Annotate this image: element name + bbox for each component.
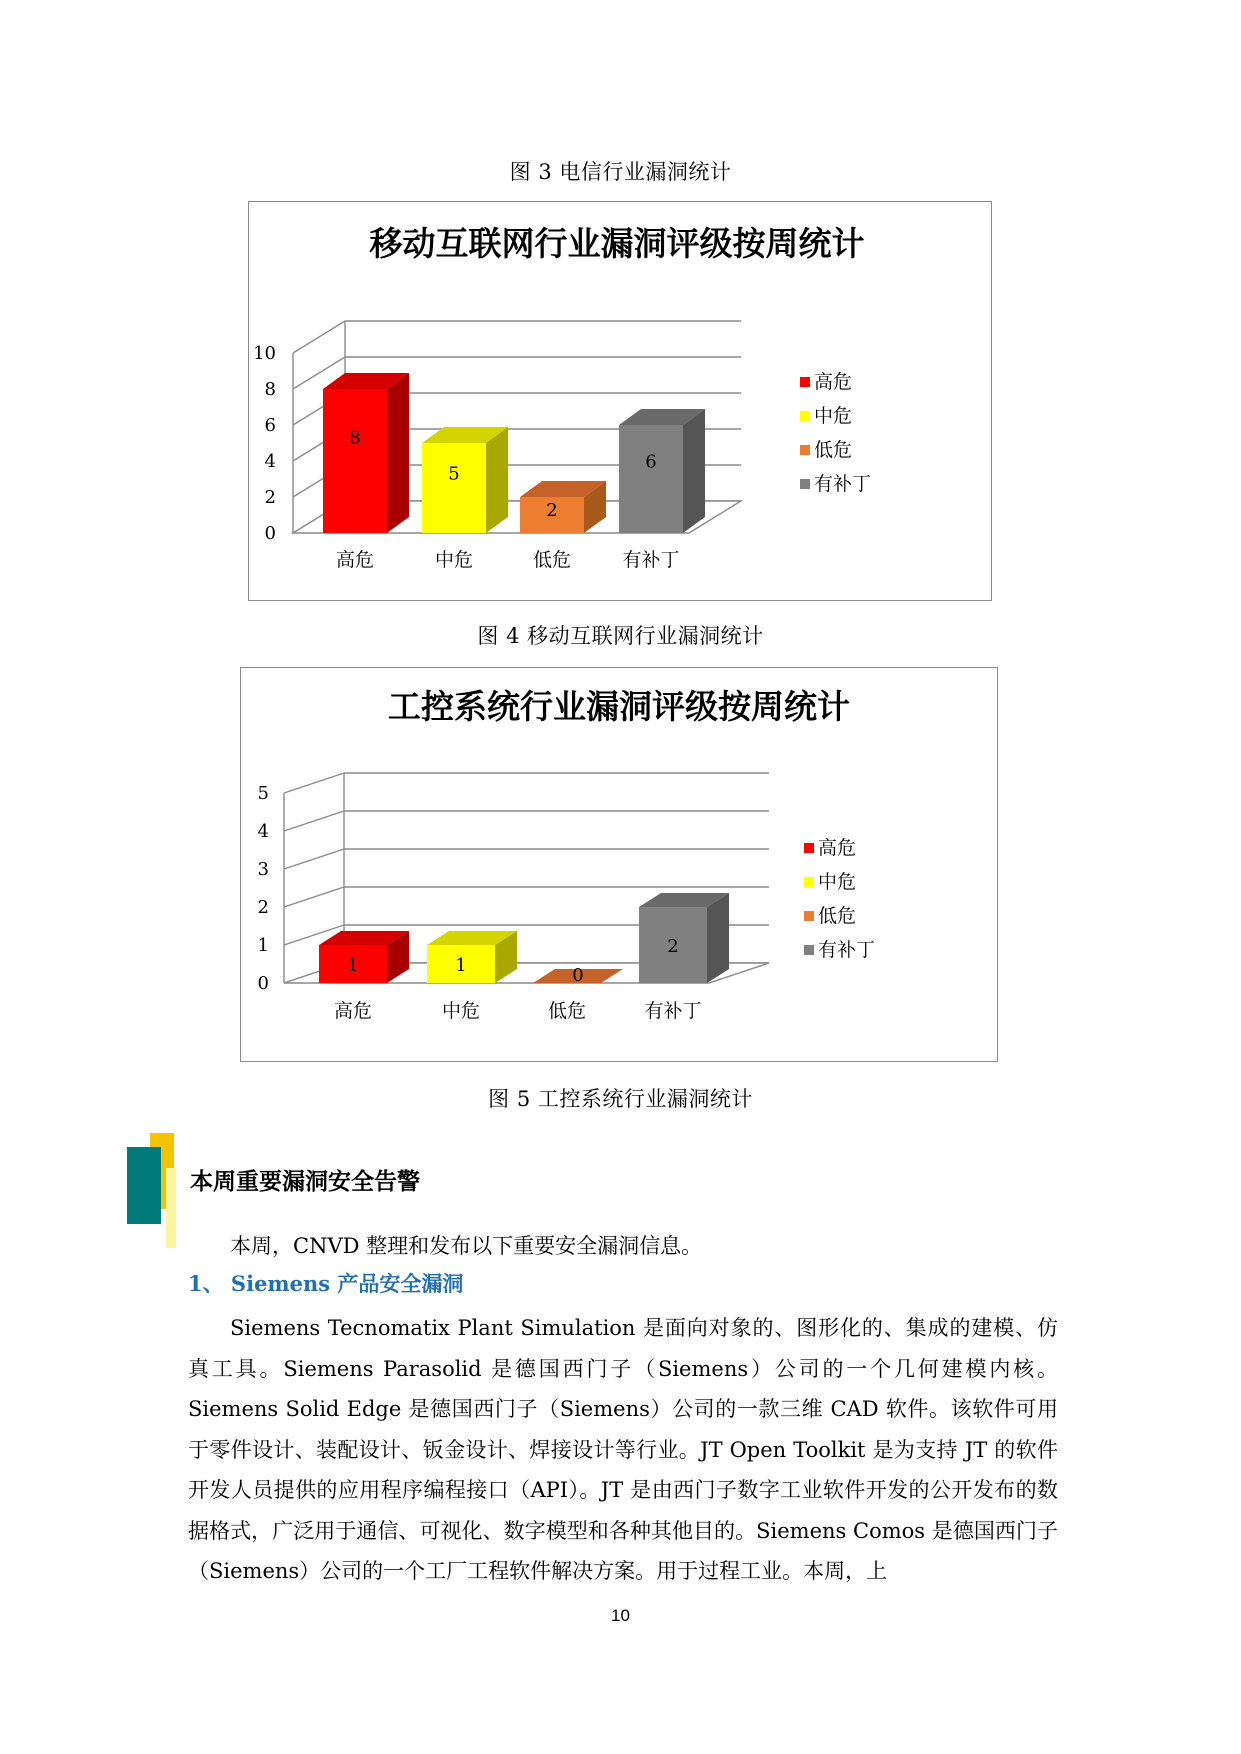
- page-number: 10: [611, 1606, 630, 1625]
- mobile-bar-4-side: [683, 409, 705, 533]
- ics-gridline-side: [284, 887, 344, 907]
- ics-y-tick-label: 0: [257, 973, 269, 994]
- ics-legend-label-2: 中危: [818, 871, 857, 893]
- mobile-gridline-side: [293, 321, 345, 353]
- figure-3-caption: 图 3 电信行业漏洞统计: [509, 160, 732, 184]
- mobile-data-label-3: 2: [546, 499, 558, 521]
- ics-gridline-side: [284, 849, 344, 869]
- ics-chart-title: 工控系统行业漏洞评级按周统计: [388, 687, 850, 726]
- siemens-subheading: 1、 Siemens 产品安全漏洞: [188, 1271, 464, 1296]
- mobile-y-tick-label: 10: [253, 343, 276, 364]
- mobile-legend-swatch-2: [800, 411, 810, 421]
- mobile-y-tick-label: 2: [264, 487, 276, 508]
- figure-5-caption: 图 5 工控系统行业漏洞统计: [488, 1087, 753, 1111]
- ics-gridline-side: [284, 773, 344, 793]
- mobile-legend-label-3: 低危: [814, 439, 853, 461]
- mobile-chart-title: 移动互联网行业漏洞评级按周统计: [369, 224, 865, 263]
- mobile-bar-2-side: [486, 427, 508, 533]
- mobile-category-label-4: 有补丁: [622, 549, 680, 571]
- ics-data-label-2: 1: [455, 955, 467, 976]
- figure-4-caption: 图 4 移动互联网行业漏洞统计: [477, 624, 764, 648]
- ics-category-label-1: 高危: [333, 1000, 373, 1022]
- ics-data-label-3: 0: [572, 965, 584, 986]
- ics-chart: [240, 667, 998, 1062]
- heading-decoration-pale: [166, 1168, 176, 1248]
- ics-legend-swatch-2: [804, 877, 814, 887]
- ics-category-label-2: 中危: [441, 1000, 481, 1022]
- mobile-internet-chart: [248, 201, 992, 601]
- heading-decoration-teal: [127, 1147, 161, 1224]
- mobile-y-tick-label: 8: [264, 379, 276, 400]
- mobile-bar-4: [619, 425, 683, 533]
- mobile-data-label-1: 8: [349, 427, 361, 449]
- mobile-y-tick-label: 4: [264, 451, 276, 472]
- mobile-category-label-2: 中危: [434, 549, 474, 571]
- ics-y-tick-label: 3: [257, 859, 269, 880]
- mobile-legend-swatch-1: [800, 377, 810, 387]
- mobile-legend-label-1: 高危: [814, 371, 853, 393]
- mobile-internet-chart-svg: [249, 202, 991, 600]
- ics-category-label-4: 有补丁: [644, 1000, 702, 1022]
- ics-legend-label-1: 高危: [818, 837, 857, 859]
- ics-legend-swatch-1: [804, 843, 814, 853]
- mobile-bar-2: [422, 443, 486, 533]
- ics-legend-label-4: 有补丁: [818, 939, 876, 961]
- mobile-legend-label-2: 中危: [814, 405, 853, 427]
- mobile-y-tick-label: 6: [264, 415, 276, 436]
- ics-y-tick-label: 1: [257, 935, 269, 956]
- ics-category-label-3: 低危: [547, 1000, 587, 1022]
- mobile-y-tick-label: 0: [264, 523, 276, 544]
- ics-data-label-4: 2: [667, 936, 679, 957]
- ics-data-label-1: 1: [347, 955, 359, 976]
- intro-paragraph: 本周，CNVD 整理和发布以下重要安全漏洞信息。: [230, 1234, 703, 1258]
- siemens-paragraph: Siemens Tecnomatix Plant Simulation 是面向对象的、图形化的、集成的建模、仿真工具。Siemens Parasolid 是德国西门子（Siemens）公司的一个几何建模内核。Siemens Solid Edge 是德国西门子（Siemens）公司的一款三维 CAD 软件。该软件可用于零件设计、装配设计、钣金设计、焊接设计等行业。JT Open Toolkit 是为支持 JT 的软件开发人员提供的应用程序编程接口（API）。JT 是由西门子数字工业软件开发的公开发布的数据格式，广泛用于通信、可视化、数字模型和各种其他目的。Siemens Comos 是德国西门子（Siemens）公司的一个工厂工程软件解决方案。用于过程工业。本周，上: [188, 1316, 1058, 1583]
- ics-legend-swatch-3: [804, 911, 814, 921]
- mobile-bar-1: [323, 389, 387, 533]
- ics-legend-label-3: 低危: [818, 905, 857, 927]
- ics-y-tick-label: 4: [257, 821, 269, 842]
- section-heading: 本周重要漏洞安全告警: [190, 1169, 420, 1195]
- mobile-category-label-3: 低危: [532, 549, 572, 571]
- mobile-data-label-2: 5: [448, 463, 460, 485]
- mobile-bar-1-side: [387, 373, 409, 533]
- ics-y-tick-label: 5: [257, 783, 269, 804]
- ics-bar-4-side: [707, 893, 729, 983]
- mobile-data-label-4: 6: [645, 451, 657, 473]
- ics-y-tick-label: 2: [257, 897, 269, 918]
- mobile-legend-swatch-4: [800, 479, 810, 489]
- ics-chart-svg: [241, 668, 997, 1061]
- ics-legend-swatch-4: [804, 945, 814, 955]
- mobile-legend-swatch-3: [800, 445, 810, 455]
- mobile-category-label-1: 高危: [335, 549, 375, 571]
- ics-gridline-side: [284, 811, 344, 831]
- mobile-legend-label-4: 有补丁: [814, 473, 872, 495]
